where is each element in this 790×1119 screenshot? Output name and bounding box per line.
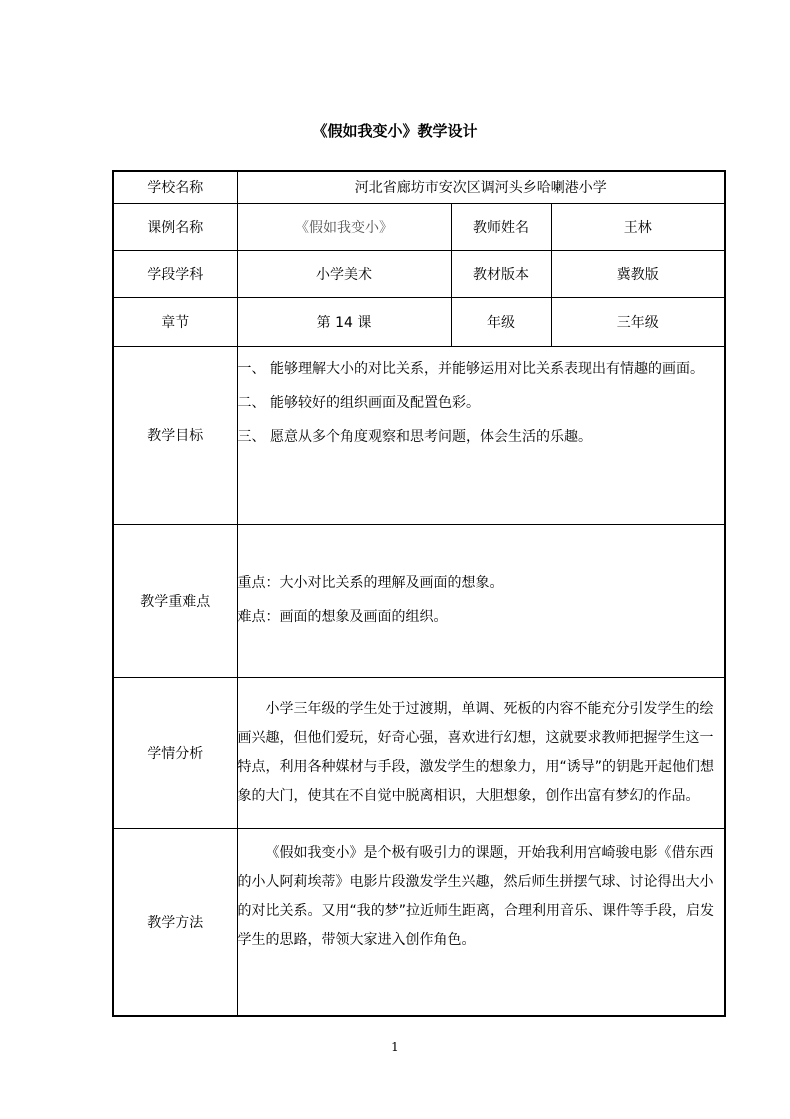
lesson-value: 《假如我变小》: [237, 203, 451, 250]
lesson-plan-table: [112, 170, 726, 1017]
methods-content: [237, 828, 725, 1016]
methods-label: 教学方法: [113, 828, 237, 1016]
methods-text: 《假如我变小》是个极有吸引力的课题，开始我利用宫崎骏电影《借东西的小人阿莉埃蒂》电影片段激发学生兴趣，然后师生拼摆气球、讨论得出大小的对比关系。又用“我的梦”拉近师生距离，合理利用音乐、课件等手段，启发学生的思路，带领大家进入创作角色。: [237, 844, 715, 948]
document-title: 《假如我变小》教学设计: [312, 122, 478, 140]
page-number: 1: [391, 1040, 399, 1054]
subject-label: 学段学科: [113, 250, 237, 297]
row-subject: [113, 250, 725, 297]
grade-value: 三年级: [551, 297, 725, 346]
row-chapter: [113, 297, 725, 346]
goals-label: 教学目标: [113, 346, 237, 524]
key-point-focus: 重点：大小对比关系的理解及画面的想象。: [237, 575, 504, 591]
key-points-label: 教学重难点: [113, 524, 237, 677]
key-points-content: [237, 524, 725, 677]
chapter-label: 章节: [113, 297, 237, 346]
chapter-value: 第 14 课: [237, 297, 451, 346]
row-school: [113, 171, 725, 203]
goal-item: 三、 愿意从多个角度观察和思考问题，体会生活的乐趣。: [237, 428, 592, 445]
edition-label: 教材版本: [451, 250, 551, 297]
goals-content: [237, 346, 725, 524]
teacher-label: 教师姓名: [451, 203, 551, 250]
analysis-content: [237, 677, 725, 828]
row-methods: [113, 828, 725, 1016]
goal-item: 一、 能够理解大小的对比关系，并能够运用对比关系表现出有情趣的画面。: [237, 360, 704, 377]
grade-label: 年级: [451, 297, 551, 346]
school-value: 河北省廊坊市安次区调河头乡哈喇港小学: [237, 171, 725, 203]
goal-item: 二、 能够较好的组织画面及配置色彩。: [237, 394, 480, 411]
row-key-points: [113, 524, 725, 677]
lesson-label: 课例名称: [113, 203, 237, 250]
teacher-value: 王林: [551, 203, 725, 250]
key-point-difficulty: 难点：画面的想象及画面的组织。: [237, 609, 448, 625]
analysis-text: 小学三年级的学生处于过渡期，单调、死板的内容不能充分引发学生的绘画兴趣，但他们爱玩，好奇心强，喜欢进行幻想，这就要求教师把握学生这一特点，利用各种媒材与手段，激发学生的想象力，用“诱导”的钥匙开起他们想象的大门，使其在不自觉中脱离相识，大胆想象，创作出富有梦幻的作品。: [237, 700, 715, 804]
edition-value: 冀教版: [551, 250, 725, 297]
analysis-label: 学情分析: [113, 677, 237, 828]
row-goals: [113, 346, 725, 524]
subject-value: 小学美术: [237, 250, 451, 297]
school-label: 学校名称: [113, 171, 237, 203]
row-lesson: [113, 203, 725, 250]
row-analysis: [113, 677, 725, 828]
